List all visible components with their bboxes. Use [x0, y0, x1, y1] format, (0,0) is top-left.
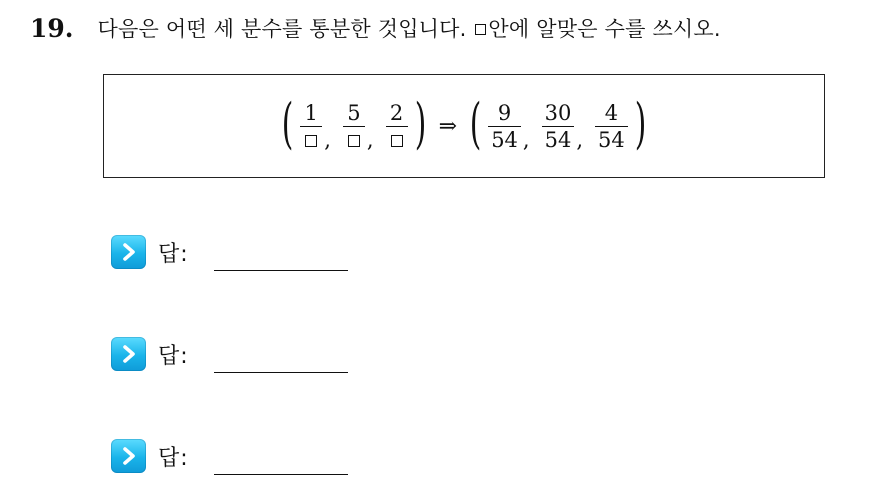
separator: ,	[576, 128, 584, 152]
empty-box-icon	[475, 24, 486, 35]
empty-box-icon	[305, 135, 317, 147]
left-paren-open: (	[281, 92, 294, 155]
left-fraction-2-numerator: 5	[347, 100, 361, 125]
chevron-right-icon	[111, 235, 146, 269]
question-number: 19.	[30, 13, 74, 43]
left-fraction-1	[300, 100, 322, 153]
implies-arrow: ⇒	[438, 113, 458, 139]
answer-row-1	[111, 232, 189, 272]
left-fraction-2	[343, 100, 365, 153]
right-paren-close: )	[634, 92, 647, 155]
empty-box-icon	[391, 135, 403, 147]
question-text	[98, 13, 721, 43]
answer-blank-2[interactable]	[214, 372, 348, 373]
left-fraction-2-denominator	[343, 127, 365, 153]
answer-blank-3[interactable]	[214, 474, 348, 475]
separator: ,	[324, 128, 331, 152]
question-text-after: 안에 알맞은 수를 쓰시오.	[488, 17, 721, 41]
right-fraction-3	[595, 100, 628, 153]
right-fraction-3-numerator: 4	[604, 100, 619, 125]
separator: ,	[522, 128, 530, 152]
right-fraction-3-denominator: 54	[598, 127, 625, 152]
left-paren-close: )	[414, 92, 426, 155]
right-fraction-2	[542, 100, 575, 153]
chevron-right-icon	[111, 337, 146, 371]
right-fraction-2-numerator: 30	[544, 100, 572, 125]
answer-blank-1[interactable]	[214, 270, 348, 271]
left-fraction-3-denominator	[386, 127, 408, 153]
right-paren-open: (	[469, 92, 482, 155]
answer-row-3	[111, 436, 189, 476]
chevron-right-icon	[111, 439, 146, 473]
right-fraction-1-denominator: 54	[491, 127, 518, 152]
left-fraction-3-numerator: 2	[389, 100, 404, 125]
separator: ,	[366, 128, 374, 152]
right-fraction-1-numerator: 9	[497, 100, 512, 125]
left-fraction-3	[386, 100, 408, 153]
answer-label: 답:	[158, 241, 189, 267]
fraction-expression	[104, 75, 824, 177]
answer-label: 답:	[158, 445, 189, 471]
answer-row-2	[111, 334, 189, 374]
right-fraction-1	[488, 100, 521, 153]
left-fraction-1-denominator	[300, 127, 322, 153]
question-text-before: 다음은 어떤 세 분수를 통분한 것입니다.	[97, 17, 467, 41]
empty-box-icon	[348, 135, 360, 147]
expression-box	[103, 74, 825, 178]
right-fraction-2-denominator: 54	[544, 127, 572, 152]
left-fraction-1-numerator: 1	[304, 100, 318, 125]
question-header	[30, 10, 721, 46]
answer-label: 답:	[158, 343, 189, 369]
